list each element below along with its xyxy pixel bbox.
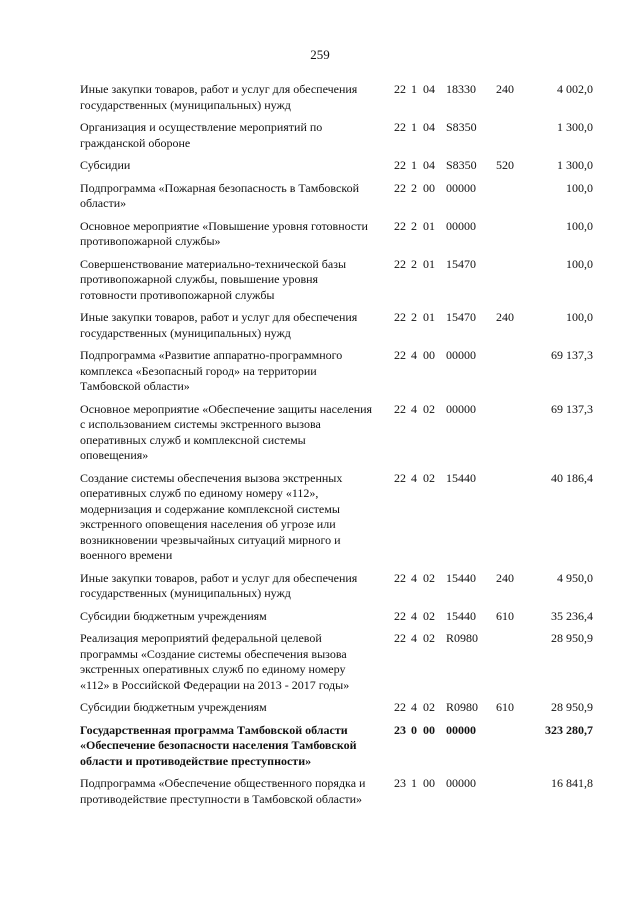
code-direction: 00000 [446, 776, 476, 790]
amount: 4 950,0 [557, 570, 593, 585]
code-ministry: 22 [394, 570, 406, 585]
code-ministry: 23 [394, 776, 406, 790]
code-ministry: 23 [394, 722, 406, 737]
code-program: 2 [411, 180, 417, 195]
code-event: 01 [423, 310, 435, 324]
code-program: 4 [411, 608, 417, 623]
code-program: 1 [411, 120, 417, 134]
code-direction: 00000 [446, 722, 476, 737]
code-event: 00 [423, 722, 435, 737]
code-expense-type: 610 [496, 700, 514, 714]
table-row [0, 631, 640, 693]
table-row [0, 181, 640, 212]
amount: 35 236,4 [551, 608, 593, 623]
table-row [0, 257, 640, 304]
row-description: Подпрограмма «Пожарная безопасность в Тамбовской области» [80, 180, 359, 210]
code-ministry: 22 [394, 256, 406, 271]
code-event: 04 [423, 82, 435, 96]
amount: 16 841,8 [551, 776, 593, 790]
row-description: Создание системы обеспечения вызова экстренных оперативных служб по единому номеру «112», модернизация и содержание комплексной системы экстренного оповещения населения об угрозе или возникновении чрезвычайных ситуаций мирного и военного времени [80, 470, 343, 562]
page-number: 259 [310, 47, 330, 62]
amount: 1 300,0 [557, 158, 593, 172]
code-event: 02 [423, 608, 435, 623]
table-row [0, 609, 640, 625]
code-ministry: 22 [394, 218, 406, 233]
row-description: Субсидии бюджетным учреждениям [80, 700, 267, 714]
table-row [0, 402, 640, 464]
table-row [0, 776, 640, 807]
table-row [0, 700, 640, 716]
code-event: 00 [423, 180, 435, 195]
code-direction: S8350 [446, 120, 477, 134]
row-description: Иные закупки товаров, работ и услуг для обеспечения государственных (муниципальных) нужд [80, 82, 358, 112]
table-row [0, 471, 640, 564]
budget-table [0, 82, 640, 814]
code-program: 0 [411, 722, 417, 737]
code-program: 2 [411, 218, 417, 233]
code-program: 4 [411, 700, 417, 714]
code-event: 01 [423, 256, 435, 271]
table-row [0, 219, 640, 250]
code-expense-type: 240 [496, 310, 514, 324]
code-ministry: 22 [394, 631, 406, 645]
code-direction: 00000 [446, 401, 476, 416]
code-direction: 00000 [446, 348, 476, 362]
code-expense-type: 520 [496, 158, 514, 172]
code-program: 1 [411, 82, 417, 96]
amount: 28 950,9 [551, 631, 593, 645]
code-direction: R0980 [446, 700, 479, 714]
table-row [0, 120, 640, 151]
code-program: 4 [411, 401, 417, 416]
code-program: 4 [411, 470, 417, 485]
row-description: Иные закупки товаров, работ и услуг для обеспечения государственных (муниципальных) нужд [80, 310, 358, 340]
amount: 100,0 [566, 180, 593, 195]
code-ministry: 22 [394, 310, 406, 324]
amount: 40 186,4 [551, 470, 593, 485]
row-description: Подпрограмма «Обеспечение общественного порядка и противодействие преступности в Тамбовской области» [80, 776, 366, 806]
code-direction: 18330 [446, 82, 476, 96]
code-expense-type: 240 [496, 570, 514, 585]
code-program: 1 [411, 776, 417, 790]
code-event: 00 [423, 348, 435, 362]
row-description: Организация и осуществление мероприятий по гражданской обороне [80, 120, 323, 150]
row-description: Совершенствование материально-технической базы противопожарной службы, повышение уровня готовности противопожарной службы [80, 256, 347, 302]
row-description: Подпрограмма «Развитие аппаратно-программного комплекса «Безопасный город» на территории Тамбовской области» [80, 348, 343, 393]
table-row [0, 310, 640, 341]
row-description: Субсидии бюджетным учреждениям [80, 608, 267, 623]
code-ministry: 22 [394, 401, 406, 416]
table-row [0, 348, 640, 395]
code-event: 02 [423, 570, 435, 585]
table-row [0, 571, 640, 602]
code-event: 04 [423, 158, 435, 172]
code-direction: 15470 [446, 310, 476, 324]
code-event: 04 [423, 120, 435, 134]
code-direction: 15470 [446, 256, 476, 271]
amount: 69 137,3 [551, 348, 593, 362]
amount: 323 280,7 [545, 722, 593, 737]
row-description: Государственная программа Тамбовской области «Обеспечение безопасности населения Тамбовской области и противодействие преступности» [80, 722, 357, 768]
amount: 100,0 [566, 256, 593, 271]
amount: 28 950,9 [551, 700, 593, 714]
code-ministry: 22 [394, 700, 406, 714]
code-event: 00 [423, 776, 435, 790]
code-ministry: 22 [394, 82, 406, 96]
code-direction: R0980 [446, 631, 479, 645]
row-description: Основное мероприятие «Повышение уровня готовности противопожарной службы» [80, 218, 368, 248]
code-expense-type: 610 [496, 608, 514, 623]
table-row [0, 158, 640, 174]
code-program: 4 [411, 348, 417, 362]
code-direction: S8350 [446, 158, 477, 172]
code-program: 2 [411, 310, 417, 324]
code-ministry: 22 [394, 180, 406, 195]
code-program: 4 [411, 570, 417, 585]
code-direction: 15440 [446, 608, 476, 623]
code-direction: 15440 [446, 470, 476, 485]
amount: 100,0 [566, 218, 593, 233]
code-event: 01 [423, 218, 435, 233]
code-ministry: 22 [394, 470, 406, 485]
code-event: 02 [423, 470, 435, 485]
row-description: Субсидии [80, 158, 131, 172]
amount: 4 002,0 [557, 82, 593, 96]
code-event: 02 [423, 700, 435, 714]
table-row [0, 82, 640, 113]
code-direction: 15440 [446, 570, 476, 585]
amount: 69 137,3 [551, 401, 593, 416]
amount: 1 300,0 [557, 120, 593, 134]
code-ministry: 22 [394, 348, 406, 362]
code-program: 2 [411, 256, 417, 271]
code-program: 1 [411, 158, 417, 172]
code-program: 4 [411, 631, 417, 645]
code-direction: 00000 [446, 218, 476, 233]
code-direction: 00000 [446, 180, 476, 195]
code-event: 02 [423, 631, 435, 645]
code-event: 02 [423, 401, 435, 416]
table-row-program-total [0, 723, 640, 770]
row-description: Иные закупки товаров, работ и услуг для обеспечения государственных (муниципальных) нужд [80, 570, 358, 600]
row-description: Реализация мероприятий федеральной целевой программы «Создание системы обеспечения вызова экстренных оперативных служб по единому номеру «112» в Российской Федерации на 2013 - 2017 годы» [80, 631, 350, 692]
row-description: Основное мероприятие «Обеспечение защиты населения с использованием системы экстренного вызова оперативных служб и комплексной системы оповещения» [80, 401, 373, 462]
code-expense-type: 240 [496, 82, 514, 96]
code-ministry: 22 [394, 158, 406, 172]
amount: 100,0 [566, 310, 593, 324]
code-ministry: 22 [394, 120, 406, 134]
code-ministry: 22 [394, 608, 406, 623]
